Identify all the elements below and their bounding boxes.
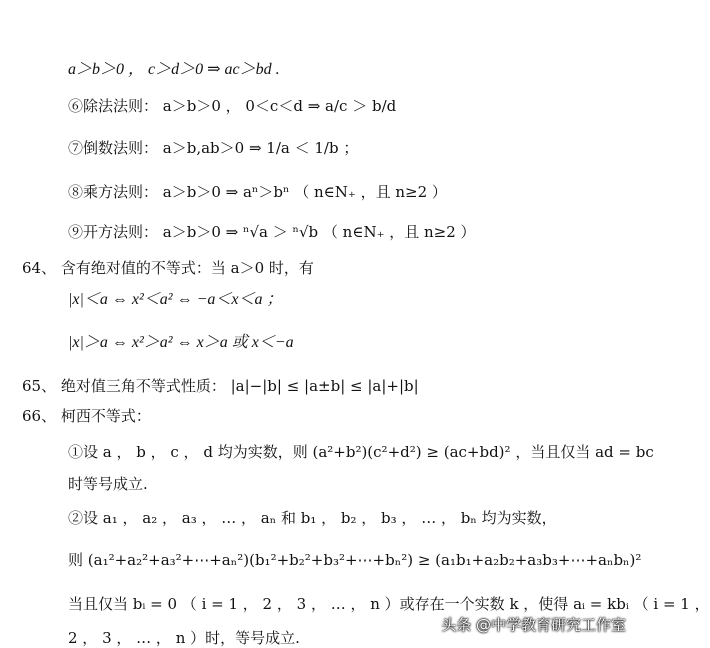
- cauchy-case-1: ①设 a ， b ， c ， d 均为实数，则 (a²+b²)(c²+d²) ≥ (ac+bd)² ，当且仅当 ad = bc: [68, 443, 654, 461]
- abs-less-than: |x|＜a ⇔ x²＜a² ⇔ −a＜x＜a ；: [68, 291, 283, 308]
- rule-power: ⑧乘方法则： a＞b＞0 ⇒ aⁿ＞bⁿ （ n∈N₊ ，且 n≥2 ）: [68, 183, 447, 201]
- rule-reciprocal: ⑦倒数法则： a＞b,ab＞0 ⇒ 1/a ＜ 1/b ；: [68, 139, 359, 157]
- rule-division: ⑥除法法则： a＞b＞0 ， 0＜c＜d ⇒ a/c ＞ b/d: [68, 97, 397, 115]
- cauchy-equality-condition-cont: 2 ， 3 ， … ， n ）时，等号成立.: [68, 629, 300, 647]
- cauchy-case-2: ②设 a₁ ， a₂ ， a₃ ， … ， aₙ 和 b₁ ， b₂ ， b₃ ， … ， bₙ 均为实数，: [68, 509, 557, 527]
- cauchy-case-1-equality: 时等号成立.: [68, 475, 148, 493]
- section-66-heading: 66、 柯西不等式：: [22, 407, 151, 425]
- abs-greater-than: |x|＞a ⇔ x²＞a² ⇔ x＞a 或 x＜−a: [68, 334, 294, 351]
- watermark: 头条 @中学教育研究工作室: [441, 616, 626, 634]
- section-64-heading: 64、 含有绝对值的不等式：当 a＞0 时，有: [22, 259, 314, 277]
- section-65-triangle-inequality: 65、 绝对值三角不等式性质： |a|−|b| ≤ |a±b| ≤ |a|+|b|: [22, 377, 419, 395]
- formula-line-multiplication: a＞b＞0 ， c＞d＞0 ⇒ ac＞bd .: [68, 61, 280, 78]
- cauchy-equality-condition: 当且仅当 bᵢ = 0 （ i = 1 ， 2 ， 3 ， … ， n ）或存在一个实数 k ，使得 aᵢ = kbᵢ （ i = 1 ，: [68, 595, 710, 613]
- cauchy-general-inequality: 则 (a₁²+a₂²+a₃²+⋯+aₙ²)(b₁²+b₂²+b₃²+⋯+bₙ²) ≥ (a₁b₁+a₂b₂+a₃b₃+⋯+aₙbₙ)²: [68, 551, 642, 569]
- rule-root: ⑨开方法则： a＞b＞0 ⇒ ⁿ√a ＞ ⁿ√b （ n∈N₊ ，且 n≥2 ）: [68, 223, 476, 241]
